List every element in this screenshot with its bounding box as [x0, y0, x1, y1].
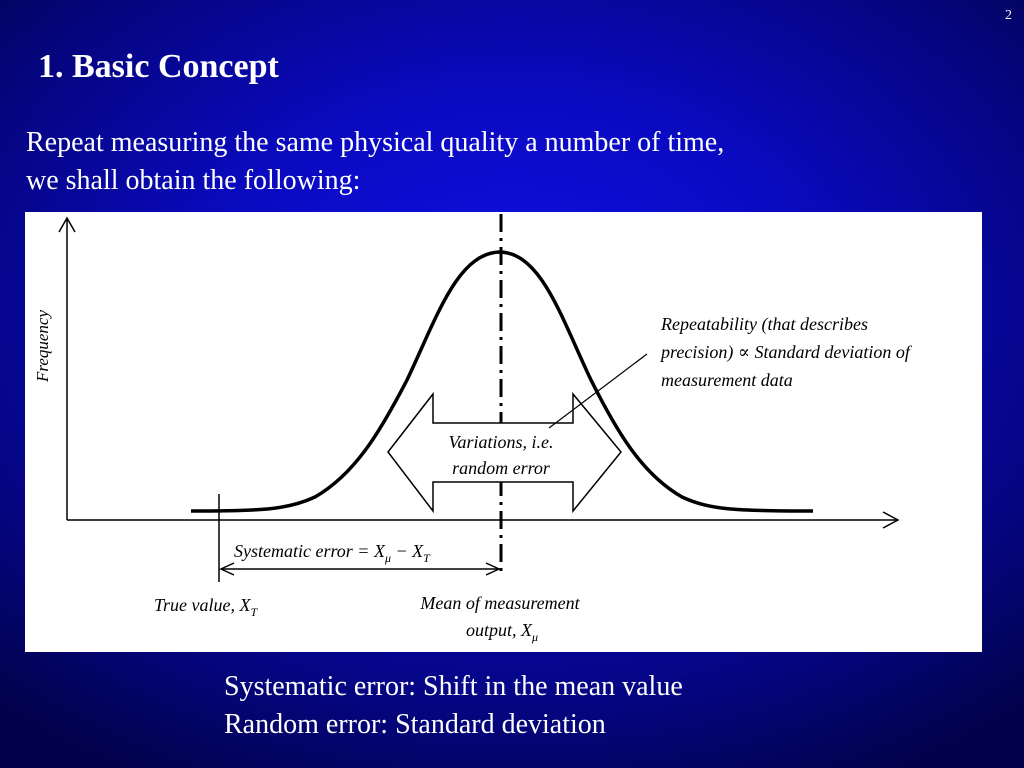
- summary-line-1: Systematic error: Shift in the mean value: [224, 671, 683, 702]
- systematic-error-label: Systematic error = $X_\mu - X_T$: [234, 541, 430, 565]
- variations-block-arrow: [388, 394, 621, 511]
- intro-text: [26, 124, 724, 200]
- variations-label-line-1: Variations, i.e.: [448, 432, 554, 452]
- distribution-diagram: [25, 212, 982, 652]
- diagram-panel: [25, 212, 982, 652]
- variations-label-line-2: random error: [452, 458, 550, 478]
- slide-title: 1. Basic Concept: [38, 48, 279, 85]
- repeatability-label-line-1: Repeatability (that describes: [661, 314, 868, 334]
- y-axis-label: Frequency: [33, 309, 52, 383]
- summary-line-2: Random error: Standard deviation: [224, 709, 606, 740]
- summary-text: [224, 668, 683, 744]
- intro-line-2: we shall obtain the following:: [26, 165, 361, 196]
- repeatability-label-line-3: measurement data: [661, 370, 793, 390]
- repeatability-leader-line: [549, 354, 647, 428]
- mean-label-line-2: output, $X_\mu$: [465, 620, 539, 644]
- mean-label-line-1: Mean of measurement: [420, 593, 580, 613]
- slide-number: 2: [1005, 8, 1012, 23]
- intro-line-1: Repeat measuring the same physical quality a number of time,: [26, 127, 725, 158]
- true-value-label: True value, $X_T$: [154, 595, 258, 619]
- repeatability-label-line-2: precision) ∝ Standard deviation of: [661, 342, 910, 362]
